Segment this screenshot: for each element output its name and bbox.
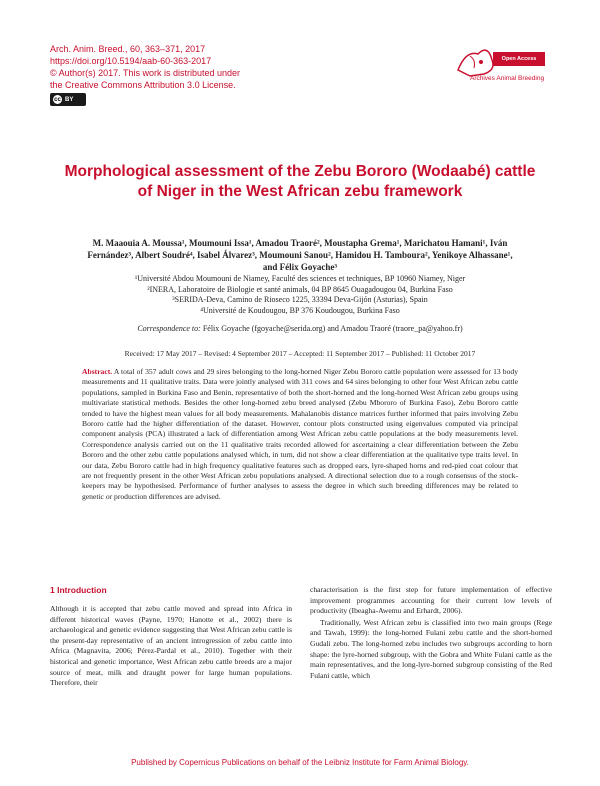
- paragraph: Traditionally, West African zebu is classified into two main groups (Rege and Tawah, 1999): the long-horned Fulani zebu cattle and the short-horned Gudali zebu. The long-horned zebu includes two subgroups according to horn shape: the lyre-horned subgroup, with the Gobra and White Fulani cattle as the main representatives, and the long-lyre-horned subgroup consisting of the Red Fulani cattle, which: [310, 617, 552, 680]
- section-heading: 1 Introduction: [50, 585, 107, 595]
- affiliation: ¹Université Abdou Moumouni de Niamey, Faculté des sciences et techniques, BP 10960 Niamey, Niger: [134, 274, 466, 283]
- publisher-footer: Published by Copernicus Publications on behalf of the Leibniz Institute for Farm Animal Biology.: [131, 758, 469, 767]
- abstract-text: A total of 357 adult cows and 29 sires belonging to the long-horned Niger Zebu Bororo cattle population were assessed for 13 body measurements and 11 qualitative traits. Data were jointly analysed with 311 cows and 64 sires belonging to other four West African zebu cattle populations, sampled in Burkina Faso and Benin, representative of both the short-horned and the long-horned West African zebu groups using multivariate statistical methods. Besides the other long-horned zebu breed analysed (Zebu Mbororo of Burkina Faso), Zebu Bororo cattle tended to have the highest mean values for all body measurements. Mahalanobis distance matrices further informed that pairs involving Zebu Bororo cattle had the higher differentiation of the dataset. However, contour plots constructed using eigenvalues computed via principal component analysis (PCA) illustrated a lack of differentiation among West African zebu cattle populations at the body measurements level. Correspondence analysis carried out on the 11 qualitative traits recorded allowed for ascertaining a clear differentiation between the Zebu Bororo and the other zebu cattle populations analysed which, in turn, did not show a clear differentiation at the qualitative type traits level. In our data, Zebu Bororo cattle had in high frequency qualitative features such as dropped ears, lyre-shaped horns and red-pied coat colour that are not frequently present in the other West African zebu populations analysed. A directional selection due to a rough consensus of the stock-keepers may be hypothesised. Performance of further analyses to assess the degree in which such breeding differences may be related to genetic or production differences are advised.: [82, 367, 518, 501]
- article-title: Morphological assessment of the Zebu Bororo (Wodaabé) cattle of Niger in the West African zebu framework: [64, 163, 536, 200]
- left-column: [50, 604, 292, 689]
- author-list: M. Maaouia A. Moussa¹, Moumouni Issa¹, Amadou Traoré², Moustapha Grema¹, Marichatou Hamani¹, Iván Fernández³, Albert Soudré⁴, Isabel Álvarez³, Moumouni Sanou², Hamidou H. Tamboura², Yenikoye Alhassane¹, and Félix Goyache³: [87, 238, 513, 272]
- by-label: BY: [65, 96, 74, 103]
- cc-by-badge[interactable]: [50, 93, 86, 106]
- paragraph: Although it is accepted that zebu cattle moved and spread into Africa in different historical waves (Payne, 1970; Hanotte et al., 2002) there is archaeological and genetic evidence suggesting that West African zebu cattle is the present-day representative of an ancient introgression of zebu cattle into Africa (Magnavita, 2006; Pérez-Pardal et al., 2010). Together with their historical and genetic importance, West African zebu cattle breeds are a major source of meat, milk and draught power for large human populations. Therefore, their: [50, 604, 292, 688]
- abstract-label: Abstract.: [82, 367, 113, 376]
- citation: Arch. Anim. Breed., 60, 363–371, 2017: [50, 44, 206, 54]
- correspondence-text[interactable]: Félix Goyache (fgoyache@serida.org) and Amadou Traoré (traore_pa@yahoo.fr): [202, 324, 463, 333]
- correspondence-label: Correspondence to:: [137, 324, 201, 333]
- affiliation: ³SERIDA-Deva, Camino de Rioseco 1225, 33394 Deva-Gijón (Asturias), Spain: [172, 295, 428, 304]
- abstract: [82, 367, 518, 502]
- license-line[interactable]: the Creative Commons Attribution 3.0 License.: [50, 80, 236, 90]
- correspondence: [60, 324, 540, 333]
- publication-dates: Received: 17 May 2017 – Revised: 4 September 2017 – Accepted: 11 September 2017 – Published: 11 October 2017: [124, 349, 476, 358]
- affiliation: ²INERA, Laboratoire de Biologie et santé animals, 04 BP 8645 Ouagadougou 04, Burkina Faso: [147, 284, 453, 294]
- citation-block: [50, 43, 240, 91]
- affiliations: [80, 274, 520, 316]
- journal-name: Archives Animal Breeding: [470, 75, 545, 82]
- affiliation: ⁴Université de Koudougou, BP 376 Koudougou, Burkina Faso: [200, 305, 400, 315]
- right-column: [310, 585, 552, 681]
- cc-icon: cc: [54, 96, 61, 103]
- doi-link[interactable]: https://doi.org/10.5194/aab-60-363-2017: [50, 56, 212, 66]
- paragraph: characterisation is the first step for future implementation of effective improvement programmes accounting for their current low levels of productivity (Ibeagha-Awemu and Erhardt, 2006).: [310, 585, 552, 616]
- copyright-line: © Author(s) 2017. This work is distributed under: [50, 68, 241, 78]
- open-access-badge: Open Access: [493, 52, 545, 66]
